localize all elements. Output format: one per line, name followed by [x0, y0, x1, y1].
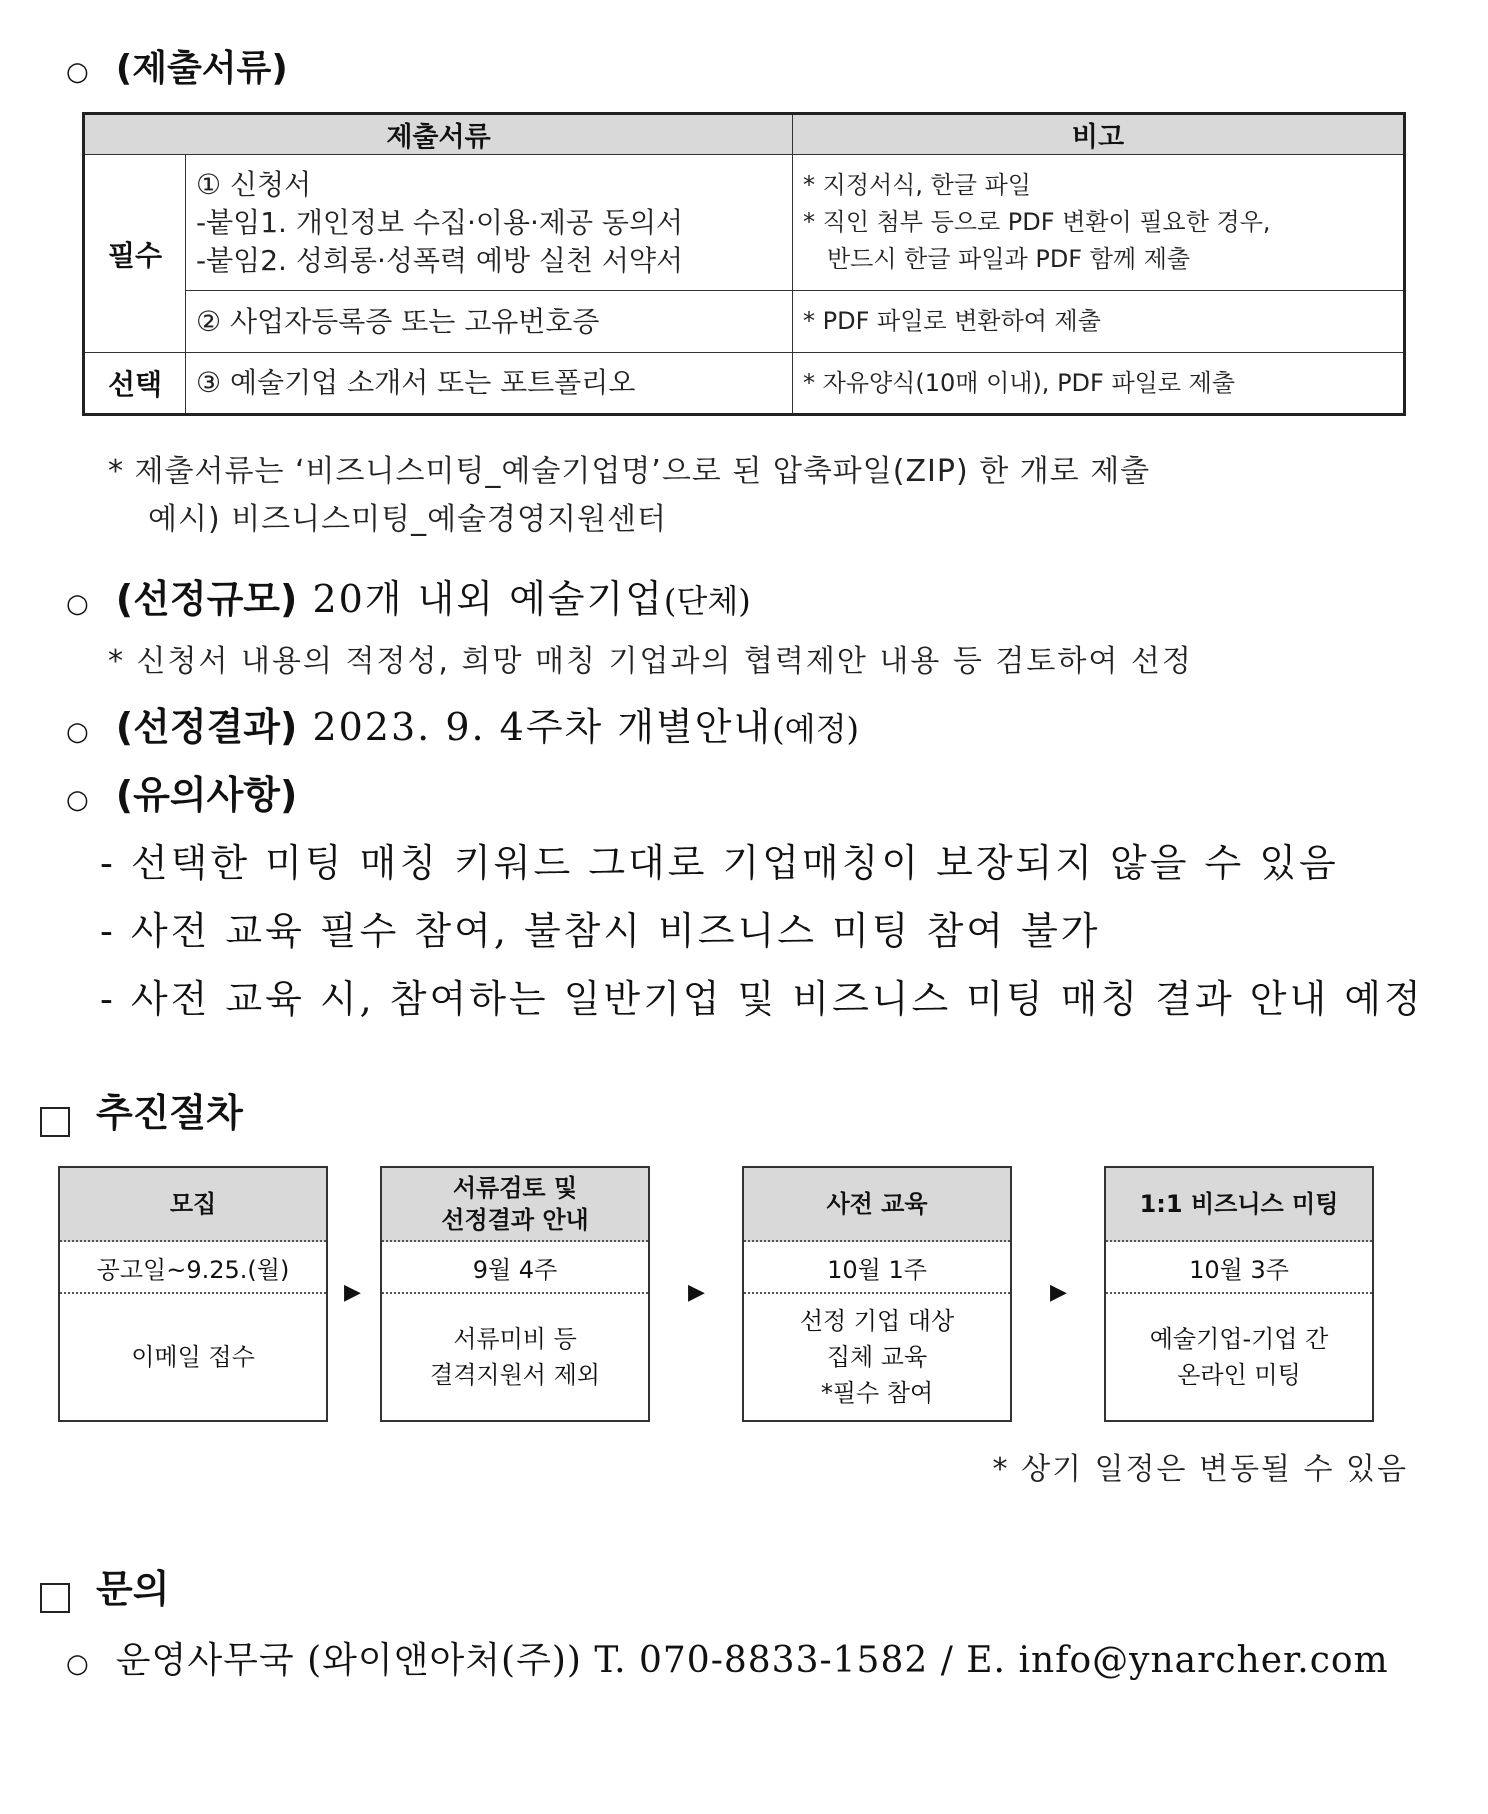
- circle-bullet-icon: ○: [66, 57, 89, 87]
- arrow-right-icon: ▶: [688, 1280, 705, 1305]
- row1-note-line: * 지정서식, 한글 파일: [803, 171, 1031, 199]
- process-step-review: [380, 1166, 650, 1422]
- row1-doc-line: -붙임2. 성희롱·성폭력 예방 실천 서약서: [196, 243, 684, 277]
- step-desc: [382, 1294, 648, 1420]
- row1-note-line: * 직인 첨부 등으로 PDF 변환이 필요한 경우,: [803, 208, 1271, 236]
- step-title-line: 1:1 비즈니스 미팅: [1139, 1190, 1339, 1218]
- step-title-line: 서류검토 및: [452, 1174, 578, 1202]
- step-desc: [744, 1294, 1010, 1420]
- step-date: 공고일~9.25.(월): [60, 1242, 326, 1294]
- circle-bullet-icon: ○: [66, 785, 89, 815]
- step-desc: [1106, 1294, 1372, 1420]
- row3-doc: ③ 예술기업 소개서 또는 포트폴리오: [186, 353, 793, 415]
- contact-line: [66, 1632, 1389, 1683]
- documents-table: [82, 112, 1406, 416]
- note-item: - 선택한 미팅 매칭 키워드 그대로 기업매칭이 보장되지 않을 수 있음: [100, 841, 1339, 885]
- result-suffix: (예정): [772, 710, 859, 748]
- step-desc-line: 예술기업-기업 간: [1149, 1325, 1329, 1353]
- table-row: [84, 291, 1405, 353]
- process-step-recruit: [58, 1166, 328, 1422]
- procedure-header: [40, 1082, 243, 1137]
- step-desc: [60, 1294, 326, 1420]
- step-desc-line: *필수 참여: [820, 1379, 934, 1407]
- selection-label: (선정규모): [115, 577, 298, 621]
- contact-heading: 문의: [96, 1567, 170, 1611]
- row3-note: * 자유양식(10매 이내), PDF 파일로 제출: [793, 353, 1405, 415]
- step-title: [60, 1168, 326, 1242]
- group-optional: 선택: [84, 353, 186, 415]
- contact-text: 운영사무국 (와이앤아처(주)) T. 070-8833-1582 / E. info@ynarcher.com: [115, 1640, 1389, 1681]
- step-desc-line: 집체 교육: [826, 1343, 928, 1371]
- note-item: - 사전 교육 시, 참여하는 일반기업 및 비즈니스 미팅 매칭 결과 안내 예정: [100, 977, 1424, 1021]
- step-title: [382, 1168, 648, 1242]
- step-title-line: 모집: [169, 1190, 217, 1218]
- step-title: [744, 1168, 1010, 1242]
- result-label: (선정결과): [115, 705, 298, 749]
- selection-suffix: (단체): [663, 582, 751, 620]
- result-line: [66, 696, 859, 751]
- documents-heading: (제출서류): [115, 48, 288, 89]
- table-row: [84, 353, 1405, 415]
- step-desc-line: 서류미비 등: [453, 1325, 577, 1353]
- group-required: 필수: [84, 155, 186, 353]
- arrow-right-icon: ▶: [344, 1280, 361, 1305]
- square-bullet-icon: [40, 1107, 70, 1137]
- step-desc-line: 온라인 미팅: [1177, 1361, 1301, 1389]
- result-text: 2023. 9. 4주차 개별안내: [312, 705, 773, 749]
- notes-label: (유의사항): [115, 773, 298, 817]
- procedure-heading: 추진절차: [96, 1091, 243, 1135]
- documents-footnote: * 제출서류는 ‘비즈니스미팅_예술기업명’으로 된 압축파일(ZIP) 한 개로 제출: [108, 454, 1151, 489]
- step-date: 10월 1주: [744, 1242, 1010, 1294]
- step-date: 10월 3주: [1106, 1242, 1372, 1294]
- step-title-line: 사전 교육: [826, 1190, 928, 1218]
- row1-doc-line: -붙임1. 개인정보 수집·이용·제공 동의서: [196, 205, 684, 239]
- square-bullet-icon: [40, 1583, 70, 1613]
- row1-notes: [793, 155, 1405, 291]
- process-step-training: [742, 1166, 1012, 1422]
- arrow-right-icon: ▶: [1050, 1280, 1067, 1305]
- circle-bullet-icon: ○: [66, 717, 89, 747]
- notes-header: [66, 764, 297, 819]
- row2-note: * PDF 파일로 변환하여 제출: [793, 291, 1405, 353]
- step-desc-line: 이메일 접수: [131, 1343, 255, 1371]
- circle-bullet-icon: ○: [66, 589, 89, 619]
- selection-line: [66, 568, 751, 623]
- row1-docs: [186, 155, 793, 291]
- step-desc-line: 선정 기업 대상: [799, 1307, 955, 1335]
- process-step-meeting: [1104, 1166, 1374, 1422]
- table-header-docs: 제출서류: [84, 114, 793, 155]
- row2-doc: ② 사업자등록증 또는 고유번호증: [186, 291, 793, 353]
- step-title: [1106, 1168, 1372, 1242]
- step-date: 9월 4주: [382, 1242, 648, 1294]
- procedure-footnote: * 상기 일정은 변동될 수 있음: [992, 1452, 1408, 1487]
- step-desc-line: 결격지원서 제외: [430, 1361, 600, 1389]
- contact-header: [40, 1558, 169, 1613]
- documents-example: 예시) 비즈니스미팅_예술경영지원센터: [148, 502, 667, 537]
- selection-footnote: * 신청서 내용의 적정성, 희망 매칭 기업과의 협력제안 내용 등 검토하여 선정: [108, 644, 1193, 679]
- circle-bullet-icon: ○: [66, 1649, 89, 1679]
- table-header-note: 비고: [793, 114, 1405, 155]
- row1-note-line: 반드시 한글 파일과 PDF 함께 제출: [827, 245, 1191, 273]
- documents-section-header: [66, 40, 288, 91]
- row1-doc-line: ① 신청서: [196, 167, 312, 201]
- selection-text: 20개 내외 예술기업: [312, 577, 664, 621]
- note-item: - 사전 교육 필수 참여, 불참시 비즈니스 미팅 참여 불가: [100, 909, 1101, 953]
- step-title-line: 선정결과 안내: [441, 1206, 589, 1234]
- table-row: [84, 155, 1405, 291]
